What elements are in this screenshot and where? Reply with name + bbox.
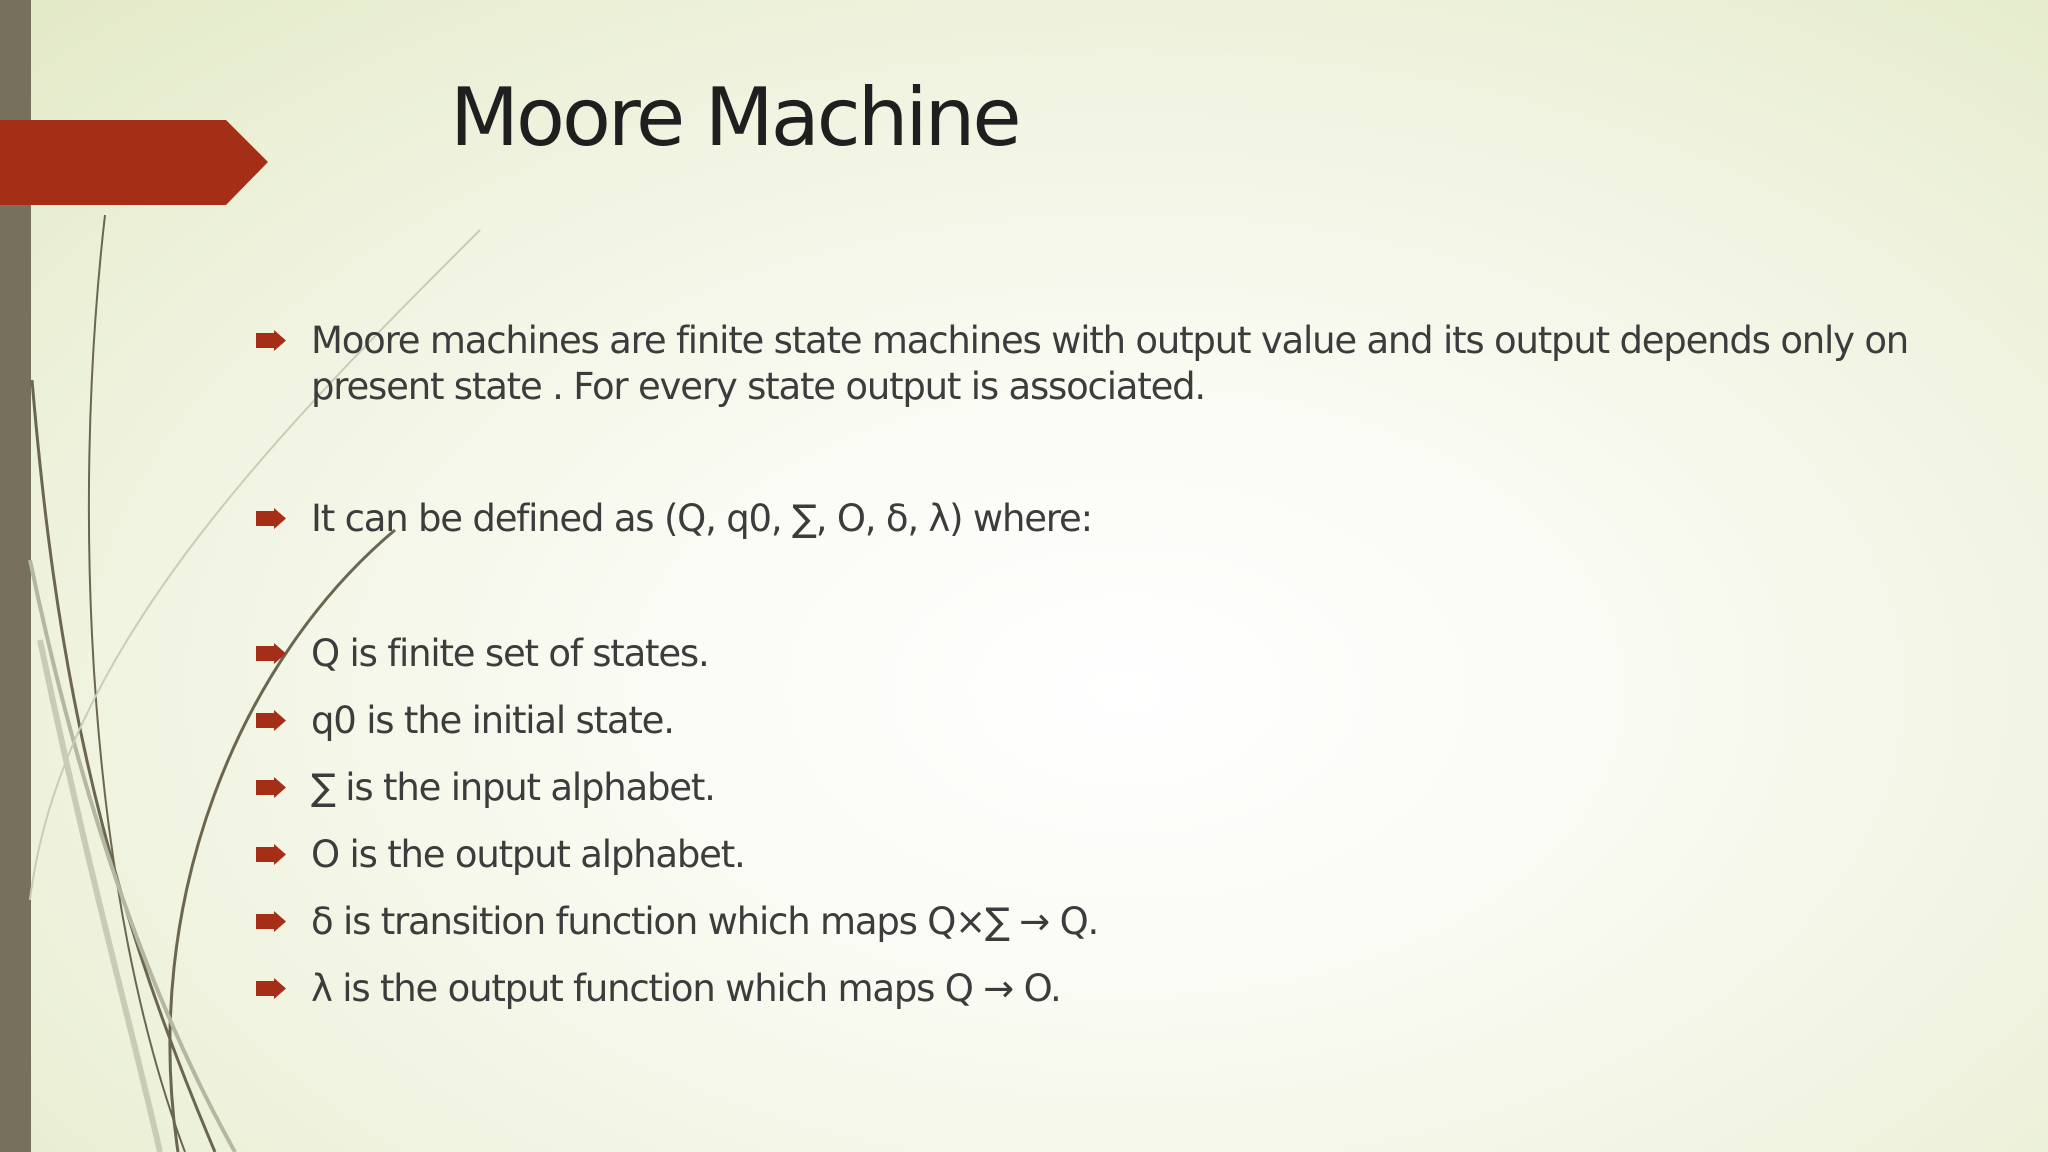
title-accent-tab [0, 120, 268, 205]
bullet-item [250, 631, 1910, 677]
bullet-item [250, 496, 1910, 542]
bullet-text: λ is the output function which maps Q → O. [311, 967, 1061, 1010]
bullet-text: O is the output alphabet. [311, 833, 745, 876]
arrow-bullet-icon [256, 911, 286, 932]
bullet-text: q0 is the initial state. [311, 699, 674, 742]
arrow-bullet-icon [256, 777, 286, 798]
bullet-text: ∑ is the input alphabet. [311, 766, 715, 809]
bullet-list [250, 318, 1910, 1012]
bullet-item [250, 318, 1910, 410]
arrow-bullet-icon [256, 978, 286, 999]
bullet-text: Q is finite set of states. [311, 632, 709, 675]
bullet-item [250, 765, 1910, 811]
bullet-item [250, 966, 1910, 1012]
slide-title: Moore Machine [450, 71, 1019, 164]
bullet-item [250, 832, 1910, 878]
arrow-bullet-icon [256, 508, 286, 529]
bullet-text: δ is transition function which maps Q×∑ → Q. [311, 900, 1099, 943]
bullet-text: Moore machines are finite state machines with output value and its output depends only on present state . For every state output is associated. [311, 319, 1909, 408]
bullet-item [250, 698, 1910, 744]
bullet-text: It can be defined as (Q, q0, ∑, O, δ, λ) where: [311, 497, 1092, 540]
arrow-bullet-icon [256, 710, 286, 731]
arrow-bullet-icon [256, 643, 286, 664]
arrow-bullet-icon [256, 330, 286, 351]
arrow-bullet-icon [256, 844, 286, 865]
bullet-item [250, 899, 1910, 945]
